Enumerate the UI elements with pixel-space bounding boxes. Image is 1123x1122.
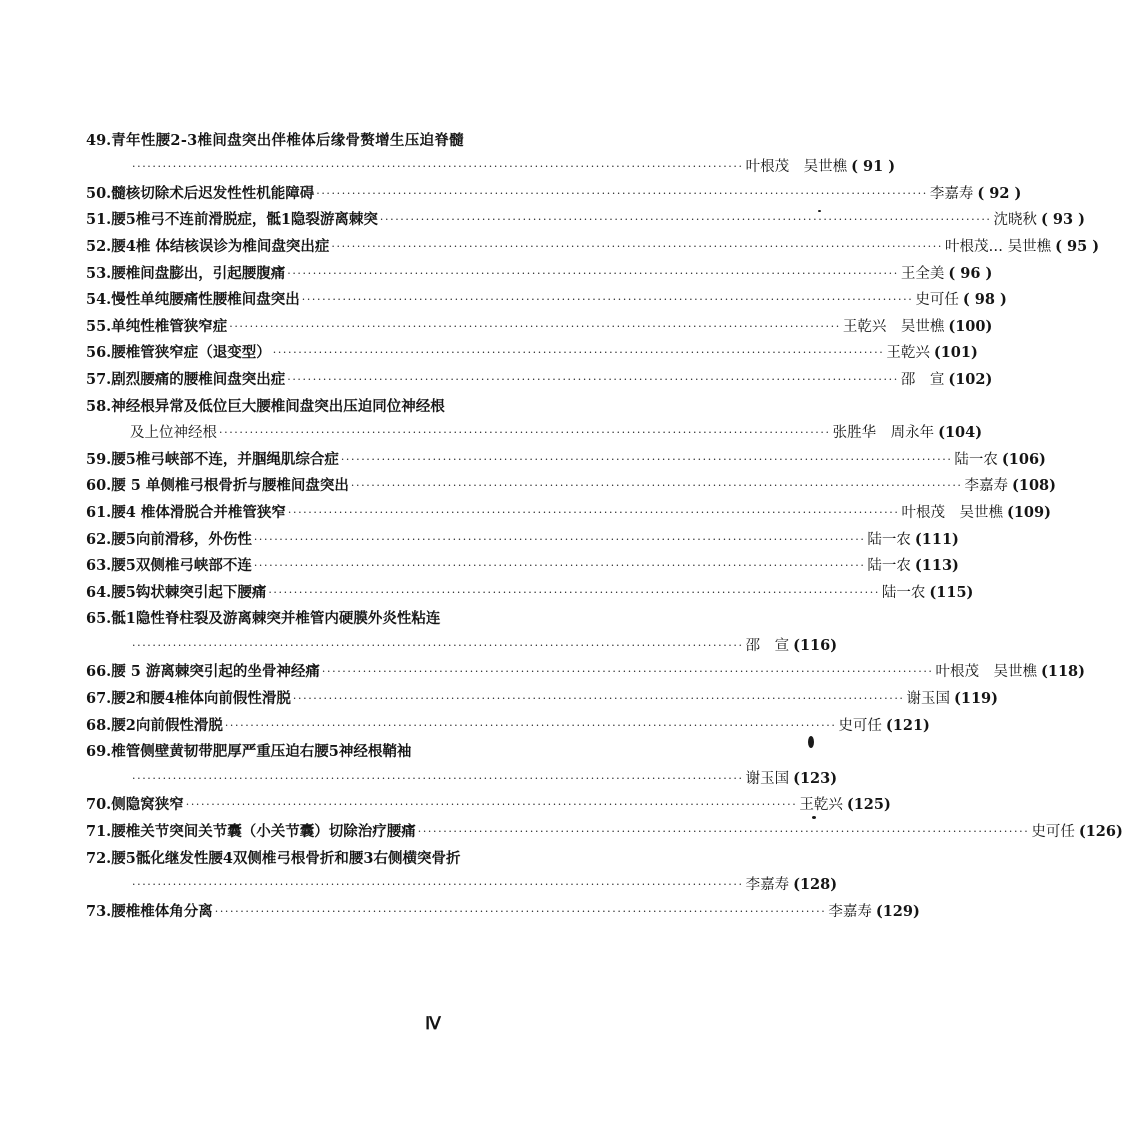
entry-title: 腰椎椎体角分离: [111, 902, 213, 920]
entry-author: 陆一农: [881, 584, 926, 601]
dot-leader: ························································································································: [224, 718, 837, 732]
dot-leader: ························································································································: [132, 771, 744, 785]
entry-title: 神经根异常及低位巨大腰椎间盘突出压迫同位神经根: [111, 397, 445, 415]
entry-author: 邵 宣: [745, 637, 790, 654]
dot-leader: ························································································································: [132, 160, 744, 174]
dot-leader: ························································································································: [185, 798, 798, 812]
entry-author: 王全美: [900, 265, 945, 282]
toc-entry: [86, 203, 1086, 230]
entry-number: 63.: [86, 557, 112, 575]
toc-entry: [86, 256, 993, 283]
entry-author: 史可任: [915, 292, 959, 309]
entry-number: 54.: [86, 291, 112, 309]
entry-number: 65.: [86, 610, 112, 628]
dot-leader: ························································································································: [287, 505, 900, 519]
dot-leader: ························································································································: [379, 213, 992, 227]
entry-number: 49.: [86, 131, 112, 149]
table-of-contents: [86, 123, 1123, 921]
entry-author: 陆一农: [867, 558, 911, 575]
entry-author: 王乾兴: [886, 345, 930, 362]
entry-number: 73.: [86, 902, 112, 920]
entry-author: 张胜华 周永年: [832, 425, 935, 442]
entry-page: (123): [793, 769, 838, 787]
toc-entry: [86, 469, 1057, 496]
scan-speck: [808, 736, 814, 748]
entry-number: 58.: [86, 397, 112, 415]
dot-leader: ························································································································: [292, 692, 905, 706]
dot-leader: ························································································································: [301, 293, 914, 307]
entry-author: 王乾兴 吴世樵: [842, 318, 945, 335]
entry-author: 叶根茂 吴世樵: [935, 664, 1038, 681]
dot-leader: ························································································································: [214, 904, 827, 918]
toc-entry: [86, 894, 920, 921]
toc-entry: [86, 708, 930, 735]
entry-page: (121): [885, 716, 930, 734]
entry-number: 68.: [86, 716, 112, 734]
entry-page: (109): [1006, 503, 1051, 521]
entry-number: 57.: [86, 370, 112, 388]
entry-number: 62.: [86, 530, 112, 548]
dot-leader: ························································································································: [350, 479, 963, 493]
toc-entry-continuation: [86, 628, 838, 655]
entry-page: (115): [929, 583, 974, 601]
entry-author: 史可任: [838, 717, 882, 734]
entry-page: ( 95 ): [1055, 237, 1100, 255]
toc-entry: [86, 389, 716, 416]
entry-author: 王乾兴: [799, 797, 843, 814]
toc-entry: [86, 309, 993, 336]
entry-title: 腰 5 游离棘突引起的坐骨神经痛: [111, 663, 320, 681]
entry-title: 腰椎关节突间关节囊（小关节囊）切除治疗腰痛: [111, 823, 416, 841]
entry-title: 腰5骶化继发性腰4双侧椎弓根骨折和腰3右侧横突骨折: [111, 849, 461, 867]
entry-title: 腰椎间盘膨出，引起腰腹痛: [111, 264, 286, 282]
entry-page: (101): [933, 344, 978, 362]
entry-author: 陆一农: [954, 451, 998, 468]
dot-leader: ························································································································: [321, 665, 934, 679]
toc-entry: [86, 442, 1046, 469]
dot-leader: ························································································································: [417, 825, 1030, 839]
entry-title: 慢性单纯腰痛性腰椎间盘突出: [111, 291, 300, 309]
entry-author: 叶根茂 吴世樵: [901, 504, 1003, 521]
dot-leader: ························································································································: [316, 186, 928, 200]
entry-title: 侧隐窝狭窄: [111, 796, 184, 814]
toc-entry: [86, 495, 1051, 522]
entry-title: 腰5椎弓不连前滑脱症，骶1隐裂游离棘突: [111, 211, 378, 229]
entry-title: 腰2和腰4椎体向前假性滑脱: [111, 690, 291, 708]
entry-title: 腰 5 单侧椎弓根骨折与腰椎间盘突出: [111, 477, 349, 495]
dot-leader: ························································································································: [132, 638, 744, 652]
toc-entry: [86, 283, 1007, 310]
entry-title: 腰椎管狭窄症（退变型）: [111, 344, 271, 362]
entry-number: 61.: [86, 503, 112, 521]
entry-title: 腰4 椎体滑脱合并椎管狭窄: [111, 503, 286, 521]
entry-author: 叶根茂… 吴世樵: [944, 238, 1052, 255]
entry-page: (106): [1001, 450, 1046, 468]
entry-page: (104): [938, 424, 983, 442]
dot-leader: ························································································································: [229, 319, 841, 333]
entry-page: (125): [846, 796, 891, 814]
toc-entry-continuation: [86, 761, 838, 788]
toc-entry-continuation: [86, 150, 896, 177]
entry-author: 沈晓秋: [993, 212, 1038, 229]
entry-page: ( 98 ): [962, 291, 1007, 309]
entry-title: 青年性腰2-3椎间盘突出伴椎体后缘骨赘增生压迫脊髓: [111, 131, 464, 149]
entry-author: 李嘉寿: [745, 877, 790, 894]
entry-number: 69.: [86, 743, 112, 761]
dot-leader: ························································································································: [132, 878, 744, 892]
entry-title: 椎管侧壁黄韧带肥厚严重压迫右腰5神经根鞘袖: [111, 743, 412, 761]
dot-leader: ························································································································: [287, 372, 899, 386]
toc-entry: [86, 814, 1123, 841]
entry-number: 67.: [86, 690, 112, 708]
entry-title: 腰5双侧椎弓峡部不连: [111, 557, 252, 575]
toc-entry: [86, 123, 716, 150]
toc-entry: [86, 176, 1022, 203]
entry-page: (113): [914, 557, 959, 575]
entry-number: 71.: [86, 823, 112, 841]
entry-page: (100): [948, 317, 993, 335]
entry-author: 陆一农: [867, 531, 911, 548]
toc-entry: [86, 602, 716, 629]
entry-title: 腰5向前滑移，外伤性: [111, 530, 252, 548]
entry-title: 髓核切除术后迟发性性机能障碍: [111, 184, 315, 202]
entry-number: 66.: [86, 663, 112, 681]
scan-speck: [812, 816, 816, 819]
entry-number: 51.: [86, 211, 112, 229]
entry-number: 59.: [86, 450, 112, 468]
toc-entry: [86, 735, 716, 762]
entry-page: (119): [954, 690, 999, 708]
entry-number: 53.: [86, 264, 112, 282]
entry-page: (111): [914, 530, 959, 548]
entry-author: 李嘉寿: [828, 903, 872, 920]
entry-title: 腰4椎 体结核误诊为椎间盘突出症: [111, 237, 330, 255]
entry-author: 史可任: [1031, 824, 1075, 841]
toc-entry: [86, 655, 1086, 682]
entry-author: 李嘉寿: [964, 478, 1009, 495]
entry-title: 单纯性椎管狭窄症: [111, 317, 228, 335]
entry-page: (102): [948, 370, 993, 388]
entry-author: 谢玉国: [906, 691, 951, 708]
entry-number: 50.: [86, 184, 112, 202]
toc-entry: [86, 788, 891, 815]
entry-page: (128): [793, 876, 838, 894]
entry-title: 腰2向前假性滑脱: [111, 716, 223, 734]
toc-entry: [86, 575, 974, 602]
entry-page: (118): [1041, 663, 1086, 681]
entry-title: 腰5钩状棘突引起下腰痛: [111, 583, 267, 601]
entry-number: 72.: [86, 849, 112, 867]
entry-page: ( 91 ): [851, 158, 896, 176]
entry-number: 55.: [86, 317, 112, 335]
entry-title: 腰5椎弓峡部不连，并腘绳肌综合症: [111, 450, 339, 468]
toc-entry-continuation: [86, 416, 983, 443]
toc-entry: [86, 229, 1100, 256]
toc-entry: [86, 522, 959, 549]
toc-entry: [86, 841, 716, 868]
entry-title: 及上位神经根: [130, 425, 217, 442]
entry-title: 骶1隐性脊柱裂及游离棘突并椎管内硬膜外炎性粘连: [111, 610, 441, 628]
toc-entry: [86, 681, 999, 708]
dot-leader: ························································································································: [219, 426, 831, 440]
dot-leader: ························································································································: [253, 559, 866, 573]
entry-page: (116): [793, 636, 838, 654]
dot-leader: ························································································································: [287, 266, 899, 280]
entry-page: ( 96 ): [948, 264, 993, 282]
entry-page: (129): [875, 902, 920, 920]
entry-page: ( 93 ): [1041, 211, 1086, 229]
toc-entry: [86, 336, 978, 363]
entry-author: 谢玉国: [745, 770, 790, 787]
entry-number: 70.: [86, 796, 112, 814]
entry-title: 剧烈腰痛的腰椎间盘突出症: [111, 370, 286, 388]
entry-number: 52.: [86, 237, 112, 255]
toc-entry: [86, 549, 959, 576]
entry-number: 56.: [86, 344, 112, 362]
dot-leader: ························································································································: [340, 452, 953, 466]
page-number: Ⅳ: [425, 1014, 441, 1033]
entry-author: 邵 宣: [900, 371, 945, 388]
entry-number: 64.: [86, 583, 112, 601]
dot-leader: ························································································································: [268, 585, 880, 599]
dot-leader: ························································································································: [272, 346, 885, 360]
dot-leader: ························································································································: [253, 532, 866, 546]
scan-speck: [818, 210, 821, 212]
entry-page: (108): [1012, 477, 1057, 495]
entry-page: (126): [1078, 823, 1123, 841]
entry-author: 叶根茂 吴世樵: [745, 159, 848, 176]
entry-page: ( 92 ): [977, 184, 1022, 202]
dot-leader: ························································································································: [331, 239, 943, 253]
entry-author: 李嘉寿: [929, 185, 974, 202]
toc-entry: [86, 362, 993, 389]
toc-entry-continuation: [86, 868, 838, 895]
entry-number: 60.: [86, 477, 112, 495]
